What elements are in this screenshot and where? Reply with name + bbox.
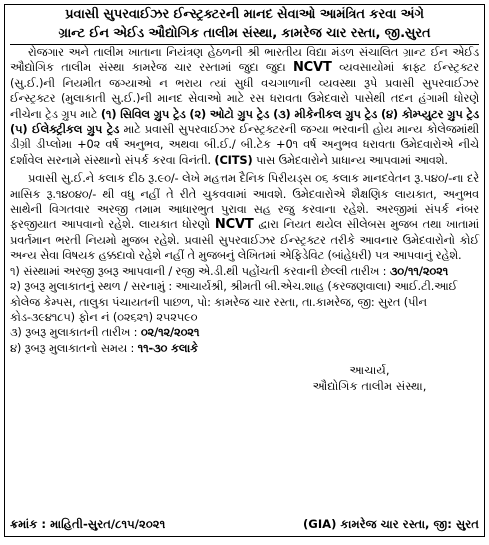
- institute-title: ગ્રાન્ટ ઈન એઈડ ઔદ્યોગિક તાલીમ સંસ્થા, કામરેજ ચાર રસ્તા, જી.સુરત: [10, 24, 479, 45]
- terms-text-2: દ્વારા નિયત થયેલ સીલેબસ મુજબ તથા ખાતામાં પ્રવર્તમાન ભરતી નિયમો મુજબ રહેશે. પ્રવાસી સુપરવાઈઝર ઈન્સ્ટ્રક્ટર તરીકે આવનાર ઉમેદવારોનો કોઈ અન્ય સેવા વિષયક હક્કદાવો રહેશે નહીં તે મુજબનું લેખિતમાં એફિડેવિટ (બાંહેધરી) પત્ર આપવાનું રહેશે.: [10, 217, 479, 263]
- interview-time-value: ૧૧-૩૦ કલાકે: [137, 340, 199, 355]
- list-item-interview-date: [10, 325, 479, 340]
- interview-time-label: ૪) રૂબરૂ મુલાકાતનો સમય :: [10, 340, 135, 355]
- cits-label: (CITS): [214, 152, 253, 167]
- signature-address: (GIA) કામરેજ ચાર રસ્તા, જી: સુરત: [303, 517, 479, 531]
- signature-title: આચાર્ય,: [349, 363, 390, 378]
- signature-institute: ઔદ્યોગિક તાલીમ સંસ્થા,: [312, 379, 427, 394]
- interview-date-label: ૩) રૂબરૂ મુલાકાતની તારીખ :: [10, 325, 138, 340]
- footer: [10, 517, 479, 532]
- interview-date-value: ૦૨/૧૨/૨૦૨૧: [140, 325, 200, 340]
- trade-groups: (૧) સિવિલ ગ્રુપ ટ્રેડ (૨) ઓટો ગ્રુપ ટ્રેડ (૩) મીકેનીકલ ગ્રુપ ટ્રેડ (૪) કોમ્પ્યુટર ગ્રુપ ટ્રેડ (૫) ઈલેક્ટ્રીકલ ગ્રુપ ટ્રેડ: [10, 106, 479, 137]
- list-item-last-date: [10, 264, 479, 279]
- last-date-value: ૩૦/૧૧/૨૦૨૧: [389, 263, 449, 278]
- intro-text-2: વ્યવસાયોમાં ક્રાફ્ટ ઈન્સ્ટ્રક્ટર (સુ.ઈ.)ની નિયમીત જગ્યાઓ ન ભરાય ત્યાં સુધી વચગાળાની વ્યવસ્થા રૂપે પ્રવાસી સુપરવાઈઝર ઈન્સ્ટ્રક્ટર (મુલાકાતી સુ.ઈ.)ની માનદ સેવાઓ માટે રસ ધરાવતા ઉમેદવારો પાસેથી તદન હંગામી ધોરણે નીચેના ટ્રેડ ગ્રુપ માટે: [10, 60, 479, 121]
- reference-number: ક્રમાંક : માહિતી-સુરત/૮૧૫/૨૦૨૧: [10, 517, 166, 531]
- notice-title: પ્રવાસી સુપરવાઈઝર ઈન્સ્ટ્રક્ટરની માનદ સેવાઓ આમંત્રિત કરવા અંગે: [65, 7, 424, 22]
- list-item-venue: ૨) રૂબરૂ મુલાકાતનું સ્થળ / સરનામું : આચાર્યશ્રી, શ્રીમતી બી.એચ.શાહ (કરજણવાલા) આઈ.ટી.આઈ કોલેજ કેમ્પસ, તાલુકા પંચાયતની પાછળ, પો: કામરેજ ચાર રસ્તા, તા.કામરેજ, જી: સુરત (પીન કોડ-૩૯૪૧૮૫) ફોન નં (૦૨૬૨૧) ૨૫૨૫૯૦: [10, 279, 458, 324]
- intro-text-1: રોજગાર અને તાલીમ ખાતાના નિયંત્રણ હેઠળની શ્રી ભારતીય વિદ્યા મંડળ સંચાલિત ગ્રાન્ટ ઈન એઈડ ઔદ્યોગિક તાલીમ સંસ્થા કામરેજ ચાર રસ્તામાં જુદા જુદા: [10, 45, 479, 75]
- ncvt-label-2: NCVT: [214, 217, 254, 233]
- last-date-label: ૧) સંસ્થામાં અરજી રૂબરૂ આપવાની / રજી એ.ડી.થી પહોંચતી કરવાની છેલ્લી તારીખ :: [10, 263, 387, 278]
- paragraph-intro: [10, 45, 479, 168]
- notice-box: [4, 4, 485, 537]
- paragraph-terms: [10, 171, 479, 263]
- terms-text-1: પ્રવાસી સુ.ઈ.ને કલાક દીઠ રૂ.૯૦/- લેખે મહત્તમ દૈનિક પિરીયડ્સ ૦૬ કલાક માનદવેતન રૂ.૫૪૦/-ના દરે માસિક રૂ.૧૪૦૪૦/- થી વધુ નહીં તે રીતે ચુકવવામાં આવશે. ઉમેદવારોએ શૈક્ષણિક લાયકાત, અનુભવ સાથેની વિગતવાર અરજી તમામ આધારભુત પુરાવા સહ રજુ કરવાના રહેશે. અરજીમાં સંપર્ક નંબર ફરજીયાત આપવાનો રહેશે. લાયકાત ધોરણો: [10, 171, 479, 232]
- ncvt-label: NCVT: [292, 60, 332, 76]
- list-item-interview-time: [10, 341, 479, 356]
- signature-block: [260, 362, 479, 394]
- intro-text-4: પાસ ઉમેદવારોને પ્રાધાન્ય આપવામાં આવશે.: [256, 152, 448, 167]
- intro-text-3: માટે પ્રવાસી સુપરવાઈઝર ઈન્સ્ટ્રક્ટરની જગ્યા ભરવાની હોય માન્ય કોલેજમાંથી ડીગ્રી ડીપ્લોમા +0૨ વર્ષ અનુભવ, અથવા બી.ઈ./ બી.ટેક +0૧ વર્ષ અનુભવ ધરાવતા ઉમેદવારોએ નીચે દર્શાવેલ સરનામે સંસ્થાનો સંપર્ક કરવા વિનંતી.: [10, 122, 479, 167]
